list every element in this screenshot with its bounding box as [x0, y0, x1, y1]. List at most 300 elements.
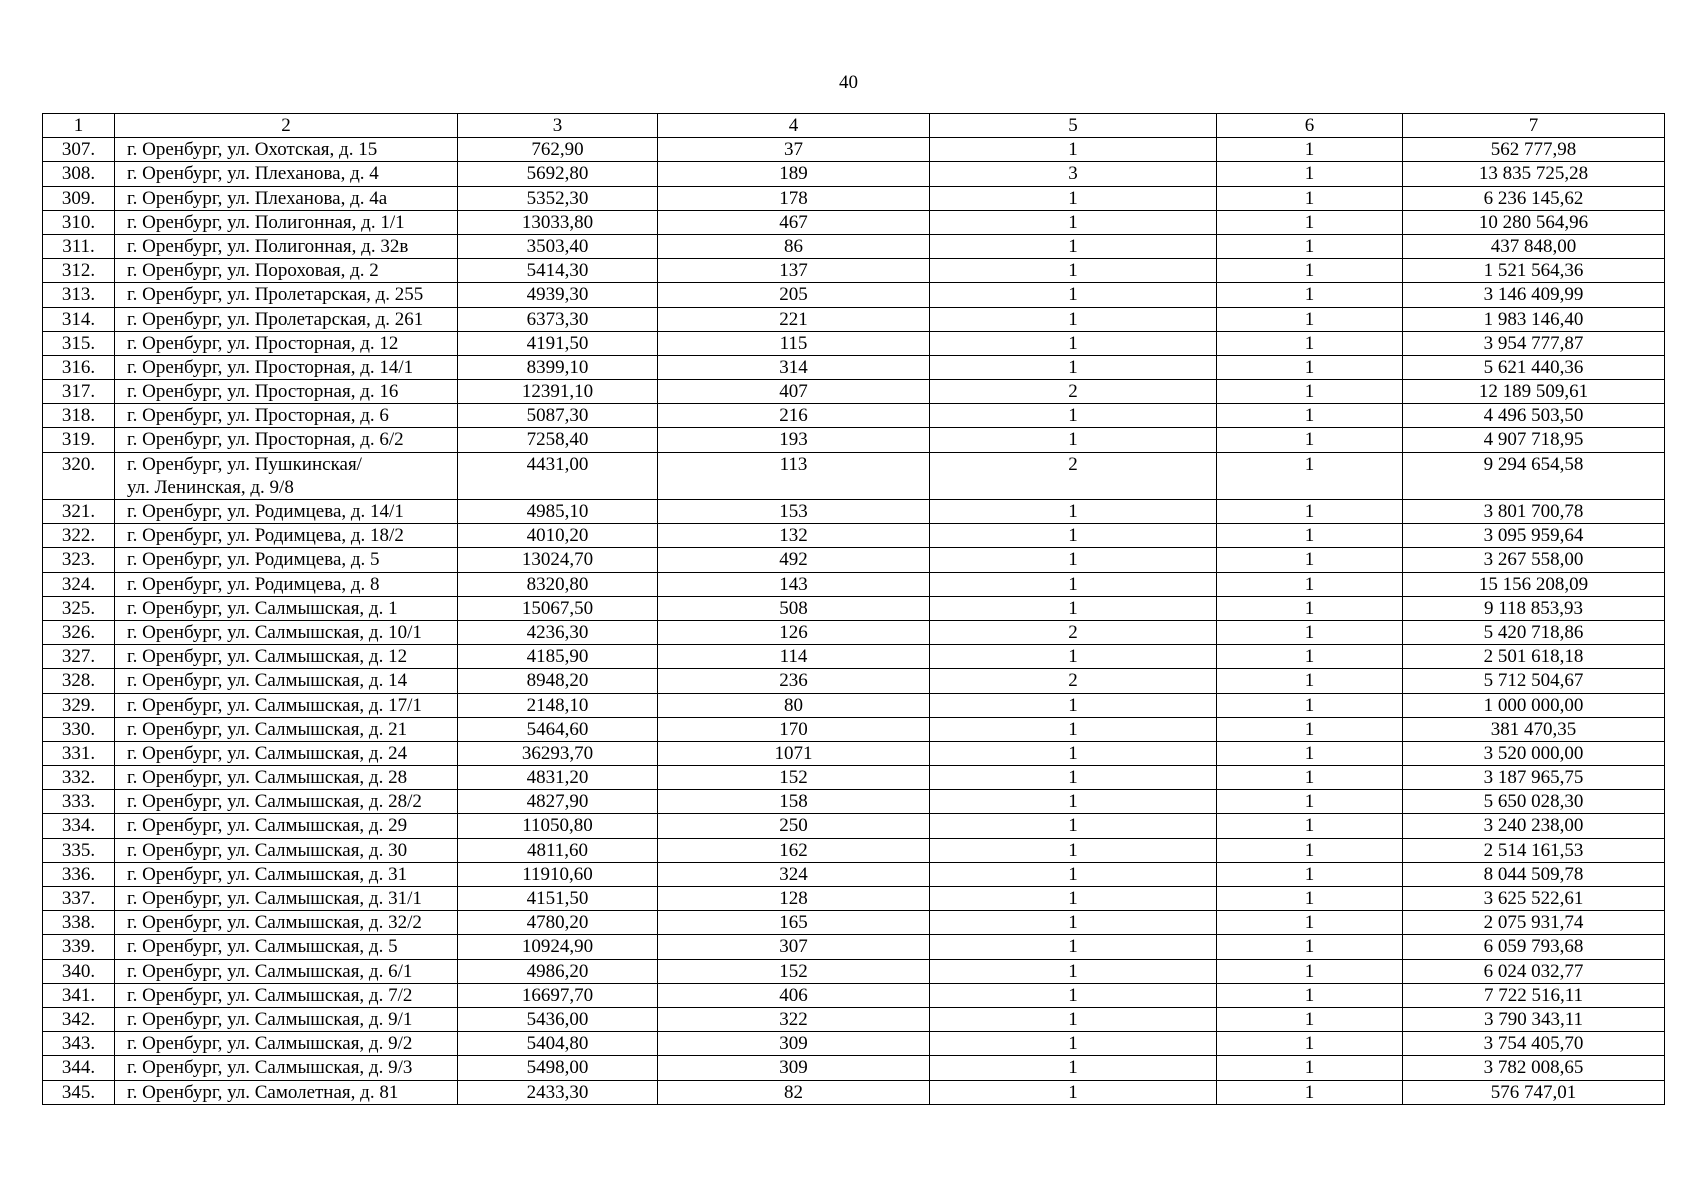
- amount-value: 5 712 504,67: [1403, 669, 1665, 693]
- amount-value: 1 000 000,00: [1403, 693, 1665, 717]
- table-row: [43, 452, 1665, 499]
- col6-value: 1: [1217, 186, 1403, 210]
- col5-value: 1: [930, 355, 1217, 379]
- area-value: 5464,60: [458, 717, 658, 741]
- residents-count: 137: [658, 259, 930, 283]
- residents-count: 189: [658, 162, 930, 186]
- col6-value: 1: [1217, 452, 1403, 499]
- residents-count: 114: [658, 645, 930, 669]
- address: г. Оренбург, ул. Плеханова, д. 4а: [115, 186, 458, 210]
- col6-value: 1: [1217, 162, 1403, 186]
- area-value: 36293,70: [458, 741, 658, 765]
- table-row: [43, 380, 1665, 404]
- area-value: 15067,50: [458, 596, 658, 620]
- column-number-4: 4: [658, 114, 930, 138]
- col5-value: 1: [930, 404, 1217, 428]
- row-index: 344.: [43, 1056, 115, 1080]
- residents-count: 467: [658, 210, 930, 234]
- column-number-3: 3: [458, 114, 658, 138]
- residents-count: 152: [658, 766, 930, 790]
- column-number-2: 2: [115, 114, 458, 138]
- table-row: [43, 210, 1665, 234]
- table-row: [43, 693, 1665, 717]
- area-value: 16697,70: [458, 983, 658, 1007]
- amount-value: 5 420 718,86: [1403, 620, 1665, 644]
- amount-value: 6 236 145,62: [1403, 186, 1665, 210]
- col6-value: 1: [1217, 935, 1403, 959]
- area-value: 4010,20: [458, 524, 658, 548]
- col5-value: 1: [930, 645, 1217, 669]
- area-value: 13024,70: [458, 548, 658, 572]
- residents-count: 322: [658, 1007, 930, 1031]
- table-row: [43, 1056, 1665, 1080]
- residents-count: 205: [658, 283, 930, 307]
- residents-count: 80: [658, 693, 930, 717]
- table-row: [43, 428, 1665, 452]
- col5-value: 2: [930, 620, 1217, 644]
- residents-count: 162: [658, 838, 930, 862]
- area-value: 3503,40: [458, 234, 658, 258]
- area-value: 5498,00: [458, 1056, 658, 1080]
- residents-count: 309: [658, 1032, 930, 1056]
- address: г. Оренбург, ул. Салмышская, д. 31/1: [115, 887, 458, 911]
- registry-table: [42, 113, 1665, 1105]
- area-value: 12391,10: [458, 380, 658, 404]
- address: г. Оренбург, ул. Салмышская, д. 17/1: [115, 693, 458, 717]
- col5-value: 1: [930, 1007, 1217, 1031]
- address: г. Оренбург, ул. Родимцева, д. 8: [115, 572, 458, 596]
- row-index: 338.: [43, 911, 115, 935]
- row-index: 321.: [43, 500, 115, 524]
- table-row: [43, 959, 1665, 983]
- area-value: 5414,30: [458, 259, 658, 283]
- amount-value: 3 954 777,87: [1403, 331, 1665, 355]
- row-index: 335.: [43, 838, 115, 862]
- col5-value: 1: [930, 838, 1217, 862]
- row-index: 336.: [43, 862, 115, 886]
- col5-value: 1: [930, 1056, 1217, 1080]
- col6-value: 1: [1217, 210, 1403, 234]
- row-index: 311.: [43, 234, 115, 258]
- amount-value: 5 621 440,36: [1403, 355, 1665, 379]
- table-row: [43, 766, 1665, 790]
- residents-count: 250: [658, 814, 930, 838]
- residents-count: 128: [658, 887, 930, 911]
- col6-value: 1: [1217, 645, 1403, 669]
- row-index: 317.: [43, 380, 115, 404]
- row-index: 332.: [43, 766, 115, 790]
- col6-value: 1: [1217, 355, 1403, 379]
- address: г. Оренбург, ул. Салмышская, д. 14: [115, 669, 458, 693]
- address: г. Оренбург, ул. Пороховая, д. 2: [115, 259, 458, 283]
- table-row: [43, 404, 1665, 428]
- address: г. Оренбург, ул. Салмышская, д. 7/2: [115, 983, 458, 1007]
- residents-count: 324: [658, 862, 930, 886]
- address: г. Оренбург, ул. Плеханова, д. 4: [115, 162, 458, 186]
- col5-value: 2: [930, 669, 1217, 693]
- address: г. Оренбург, ул. Салмышская, д. 9/2: [115, 1032, 458, 1056]
- amount-value: 3 187 965,75: [1403, 766, 1665, 790]
- amount-value: 10 280 564,96: [1403, 210, 1665, 234]
- amount-value: 4 907 718,95: [1403, 428, 1665, 452]
- amount-value: 8 044 509,78: [1403, 862, 1665, 886]
- address: г. Оренбург, ул. Родимцева, д. 14/1: [115, 500, 458, 524]
- table-row: [43, 983, 1665, 1007]
- residents-count: 508: [658, 596, 930, 620]
- col5-value: 1: [930, 234, 1217, 258]
- col5-value: 1: [930, 766, 1217, 790]
- col5-value: 1: [930, 741, 1217, 765]
- table-row: [43, 790, 1665, 814]
- amount-value: 562 777,98: [1403, 138, 1665, 162]
- col6-value: 1: [1217, 669, 1403, 693]
- area-value: 5404,80: [458, 1032, 658, 1056]
- area-value: 4236,30: [458, 620, 658, 644]
- area-value: 762,90: [458, 138, 658, 162]
- residents-count: 216: [658, 404, 930, 428]
- col5-value: 2: [930, 380, 1217, 404]
- amount-value: 3 240 238,00: [1403, 814, 1665, 838]
- residents-count: 126: [658, 620, 930, 644]
- col6-value: 1: [1217, 717, 1403, 741]
- area-value: 4986,20: [458, 959, 658, 983]
- table-row: [43, 572, 1665, 596]
- address: г. Оренбург, ул. Просторная, д. 14/1: [115, 355, 458, 379]
- table-row: [43, 355, 1665, 379]
- address: г. Оренбург, ул. Салмышская, д. 12: [115, 645, 458, 669]
- row-index: 330.: [43, 717, 115, 741]
- table-row: [43, 741, 1665, 765]
- col6-value: 1: [1217, 620, 1403, 644]
- table-row: [43, 186, 1665, 210]
- row-index: 342.: [43, 1007, 115, 1031]
- residents-count: 37: [658, 138, 930, 162]
- address: г. Оренбург, ул. Салмышская, д. 21: [115, 717, 458, 741]
- col5-value: 1: [930, 983, 1217, 1007]
- row-index: 315.: [43, 331, 115, 355]
- amount-value: 576 747,01: [1403, 1080, 1665, 1104]
- col5-value: 1: [930, 887, 1217, 911]
- address: г. Оренбург, ул. Просторная, д. 6: [115, 404, 458, 428]
- area-value: 11910,60: [458, 862, 658, 886]
- area-value: 4985,10: [458, 500, 658, 524]
- amount-value: 1 983 146,40: [1403, 307, 1665, 331]
- row-index: 324.: [43, 572, 115, 596]
- col6-value: 1: [1217, 404, 1403, 428]
- residents-count: 193: [658, 428, 930, 452]
- address: г. Оренбург, ул. Пролетарская, д. 261: [115, 307, 458, 331]
- area-value: 11050,80: [458, 814, 658, 838]
- col6-value: 1: [1217, 234, 1403, 258]
- row-index: 322.: [43, 524, 115, 548]
- col6-value: 1: [1217, 548, 1403, 572]
- amount-value: 3 782 008,65: [1403, 1056, 1665, 1080]
- address: г. Оренбург, ул. Родимцева, д. 5: [115, 548, 458, 572]
- area-value: 4191,50: [458, 331, 658, 355]
- residents-count: 158: [658, 790, 930, 814]
- col6-value: 1: [1217, 983, 1403, 1007]
- col6-value: 1: [1217, 596, 1403, 620]
- row-index: 314.: [43, 307, 115, 331]
- col6-value: 1: [1217, 500, 1403, 524]
- amount-value: 6 024 032,77: [1403, 959, 1665, 983]
- col6-value: 1: [1217, 283, 1403, 307]
- address: г. Оренбург, ул. Салмышская, д. 30: [115, 838, 458, 862]
- table-row: [43, 331, 1665, 355]
- table-row: [43, 524, 1665, 548]
- row-index: 318.: [43, 404, 115, 428]
- address: г. Оренбург, ул. Салмышская, д. 5: [115, 935, 458, 959]
- col5-value: 1: [930, 1080, 1217, 1104]
- amount-value: 2 075 931,74: [1403, 911, 1665, 935]
- row-index: 312.: [43, 259, 115, 283]
- amount-value: 4 496 503,50: [1403, 404, 1665, 428]
- address: г. Оренбург, ул. Пролетарская, д. 255: [115, 283, 458, 307]
- table-row: [43, 548, 1665, 572]
- col5-value: 1: [930, 548, 1217, 572]
- table-row: [43, 1007, 1665, 1031]
- table-row: [43, 138, 1665, 162]
- col6-value: 1: [1217, 524, 1403, 548]
- col6-value: 1: [1217, 572, 1403, 596]
- residents-count: 407: [658, 380, 930, 404]
- amount-value: 7 722 516,11: [1403, 983, 1665, 1007]
- amount-value: 13 835 725,28: [1403, 162, 1665, 186]
- table-row: [43, 838, 1665, 862]
- address: г. Оренбург, ул. Салмышская, д. 10/1: [115, 620, 458, 644]
- col6-value: 1: [1217, 766, 1403, 790]
- address: г. Оренбург, ул. Просторная, д. 6/2: [115, 428, 458, 452]
- col5-value: 1: [930, 307, 1217, 331]
- address: г. Оренбург, ул. Полигонная, д. 32в: [115, 234, 458, 258]
- area-value: 4431,00: [458, 452, 658, 499]
- col6-value: 1: [1217, 693, 1403, 717]
- row-index: 319.: [43, 428, 115, 452]
- table-row: [43, 596, 1665, 620]
- table-row: [43, 669, 1665, 693]
- row-index: 328.: [43, 669, 115, 693]
- area-value: 4831,20: [458, 766, 658, 790]
- residents-count: 406: [658, 983, 930, 1007]
- col6-value: 1: [1217, 428, 1403, 452]
- address: г. Оренбург, ул. Салмышская, д. 9/3: [115, 1056, 458, 1080]
- address: г. Оренбург, ул. Полигонная, д. 1/1: [115, 210, 458, 234]
- col6-value: 1: [1217, 862, 1403, 886]
- col5-value: 1: [930, 862, 1217, 886]
- amount-value: 2 514 161,53: [1403, 838, 1665, 862]
- col6-value: 1: [1217, 911, 1403, 935]
- table-body: [43, 114, 1665, 1105]
- residents-count: 143: [658, 572, 930, 596]
- amount-value: 5 650 028,30: [1403, 790, 1665, 814]
- amount-value: 3 790 343,11: [1403, 1007, 1665, 1031]
- col5-value: 1: [930, 911, 1217, 935]
- col6-value: 1: [1217, 741, 1403, 765]
- col5-value: 1: [930, 717, 1217, 741]
- row-index: 313.: [43, 283, 115, 307]
- residents-count: 153: [658, 500, 930, 524]
- col6-value: 1: [1217, 1007, 1403, 1031]
- row-index: 345.: [43, 1080, 115, 1104]
- col5-value: 1: [930, 572, 1217, 596]
- area-value: 6373,30: [458, 307, 658, 331]
- area-value: 10924,90: [458, 935, 658, 959]
- table-row: [43, 862, 1665, 886]
- col5-value: 3: [930, 162, 1217, 186]
- row-index: 339.: [43, 935, 115, 959]
- row-index: 307.: [43, 138, 115, 162]
- col6-value: 1: [1217, 959, 1403, 983]
- area-value: 5436,00: [458, 1007, 658, 1031]
- row-index: 326.: [43, 620, 115, 644]
- col5-value: 1: [930, 693, 1217, 717]
- row-index: 309.: [43, 186, 115, 210]
- address: г. Оренбург, ул. Просторная, д. 12: [115, 331, 458, 355]
- col6-value: 1: [1217, 1056, 1403, 1080]
- address: г. Оренбург, ул. Салмышская, д. 29: [115, 814, 458, 838]
- amount-value: 3 625 522,61: [1403, 887, 1665, 911]
- row-index: 343.: [43, 1032, 115, 1056]
- row-index: 327.: [43, 645, 115, 669]
- area-value: 4827,90: [458, 790, 658, 814]
- col5-value: 1: [930, 814, 1217, 838]
- col6-value: 1: [1217, 814, 1403, 838]
- col5-value: 1: [930, 283, 1217, 307]
- col5-value: 1: [930, 210, 1217, 234]
- page-number: 40: [839, 72, 858, 93]
- address: г. Оренбург, ул. Салмышская, д. 28/2: [115, 790, 458, 814]
- area-value: 13033,80: [458, 210, 658, 234]
- amount-value: 3 801 700,78: [1403, 500, 1665, 524]
- amount-value: 3 520 000,00: [1403, 741, 1665, 765]
- col6-value: 1: [1217, 307, 1403, 331]
- row-index: 310.: [43, 210, 115, 234]
- col5-value: 2: [930, 452, 1217, 499]
- table-row: [43, 283, 1665, 307]
- area-value: 5692,80: [458, 162, 658, 186]
- col5-value: 1: [930, 524, 1217, 548]
- address: г. Оренбург, ул. Самолетная, д. 81: [115, 1080, 458, 1104]
- amount-value: 9 118 853,93: [1403, 596, 1665, 620]
- residents-count: 152: [658, 959, 930, 983]
- residents-count: 221: [658, 307, 930, 331]
- col5-value: 1: [930, 959, 1217, 983]
- column-number-1: 1: [43, 114, 115, 138]
- col5-value: 1: [930, 500, 1217, 524]
- residents-count: 132: [658, 524, 930, 548]
- row-index: 329.: [43, 693, 115, 717]
- amount-value: 3 754 405,70: [1403, 1032, 1665, 1056]
- row-index: 320.: [43, 452, 115, 499]
- area-value: 5087,30: [458, 404, 658, 428]
- column-number-6: 6: [1217, 114, 1403, 138]
- amount-value: 437 848,00: [1403, 234, 1665, 258]
- amount-value: 9 294 654,58: [1403, 452, 1665, 499]
- col6-value: 1: [1217, 380, 1403, 404]
- row-index: 308.: [43, 162, 115, 186]
- area-value: 5352,30: [458, 186, 658, 210]
- col5-value: 1: [930, 331, 1217, 355]
- column-number-7: 7: [1403, 114, 1665, 138]
- table-row: [43, 307, 1665, 331]
- residents-count: 307: [658, 935, 930, 959]
- row-index: 323.: [43, 548, 115, 572]
- residents-count: 1071: [658, 741, 930, 765]
- amount-value: 3 146 409,99: [1403, 283, 1665, 307]
- table-row: [43, 814, 1665, 838]
- table-row: [43, 935, 1665, 959]
- area-value: 2433,30: [458, 1080, 658, 1104]
- address: г. Оренбург, ул. Просторная, д. 16: [115, 380, 458, 404]
- col6-value: 1: [1217, 1032, 1403, 1056]
- address: г. Оренбург, ул. Салмышская, д. 6/1: [115, 959, 458, 983]
- table-row: [43, 162, 1665, 186]
- residents-count: 170: [658, 717, 930, 741]
- amount-value: 2 501 618,18: [1403, 645, 1665, 669]
- residents-count: 492: [658, 548, 930, 572]
- col6-value: 1: [1217, 790, 1403, 814]
- column-number-5: 5: [930, 114, 1217, 138]
- col6-value: 1: [1217, 331, 1403, 355]
- residents-count: 86: [658, 234, 930, 258]
- area-value: 4185,90: [458, 645, 658, 669]
- address: г. Оренбург, ул. Салмышская, д. 9/1: [115, 1007, 458, 1031]
- area-value: 4811,60: [458, 838, 658, 862]
- col5-value: 1: [930, 596, 1217, 620]
- col5-value: 1: [930, 186, 1217, 210]
- address: г. Оренбург, ул. Пушкинская/ ул. Ленинская, д. 9/8: [115, 452, 458, 499]
- area-value: 2148,10: [458, 693, 658, 717]
- address: г. Оренбург, ул. Салмышская, д. 32/2: [115, 911, 458, 935]
- col5-value: 1: [930, 259, 1217, 283]
- row-index: 337.: [43, 887, 115, 911]
- row-index: 340.: [43, 959, 115, 983]
- table-row: [43, 620, 1665, 644]
- address: г. Оренбург, ул. Салмышская, д. 28: [115, 766, 458, 790]
- row-index: 316.: [43, 355, 115, 379]
- col6-value: 1: [1217, 838, 1403, 862]
- residents-count: 113: [658, 452, 930, 499]
- table-row: [43, 645, 1665, 669]
- area-value: 4939,30: [458, 283, 658, 307]
- residents-count: 178: [658, 186, 930, 210]
- col5-value: 1: [930, 790, 1217, 814]
- table-row: [43, 1080, 1665, 1104]
- residents-count: 82: [658, 1080, 930, 1104]
- row-index: 334.: [43, 814, 115, 838]
- amount-value: 3 267 558,00: [1403, 548, 1665, 572]
- table-row: [43, 1032, 1665, 1056]
- table-row: [43, 259, 1665, 283]
- row-index: 331.: [43, 741, 115, 765]
- table-row: [43, 911, 1665, 935]
- table-row: [43, 717, 1665, 741]
- col6-value: 1: [1217, 138, 1403, 162]
- table-row: [43, 887, 1665, 911]
- address: г. Оренбург, ул. Салмышская, д. 31: [115, 862, 458, 886]
- area-value: 7258,40: [458, 428, 658, 452]
- area-value: 8320,80: [458, 572, 658, 596]
- col6-value: 1: [1217, 1080, 1403, 1104]
- row-index: 341.: [43, 983, 115, 1007]
- table-row: [43, 500, 1665, 524]
- col6-value: 1: [1217, 887, 1403, 911]
- area-value: 4151,50: [458, 887, 658, 911]
- address: г. Оренбург, ул. Салмышская, д. 24: [115, 741, 458, 765]
- row-index: 333.: [43, 790, 115, 814]
- area-value: 8948,20: [458, 669, 658, 693]
- area-value: 4780,20: [458, 911, 658, 935]
